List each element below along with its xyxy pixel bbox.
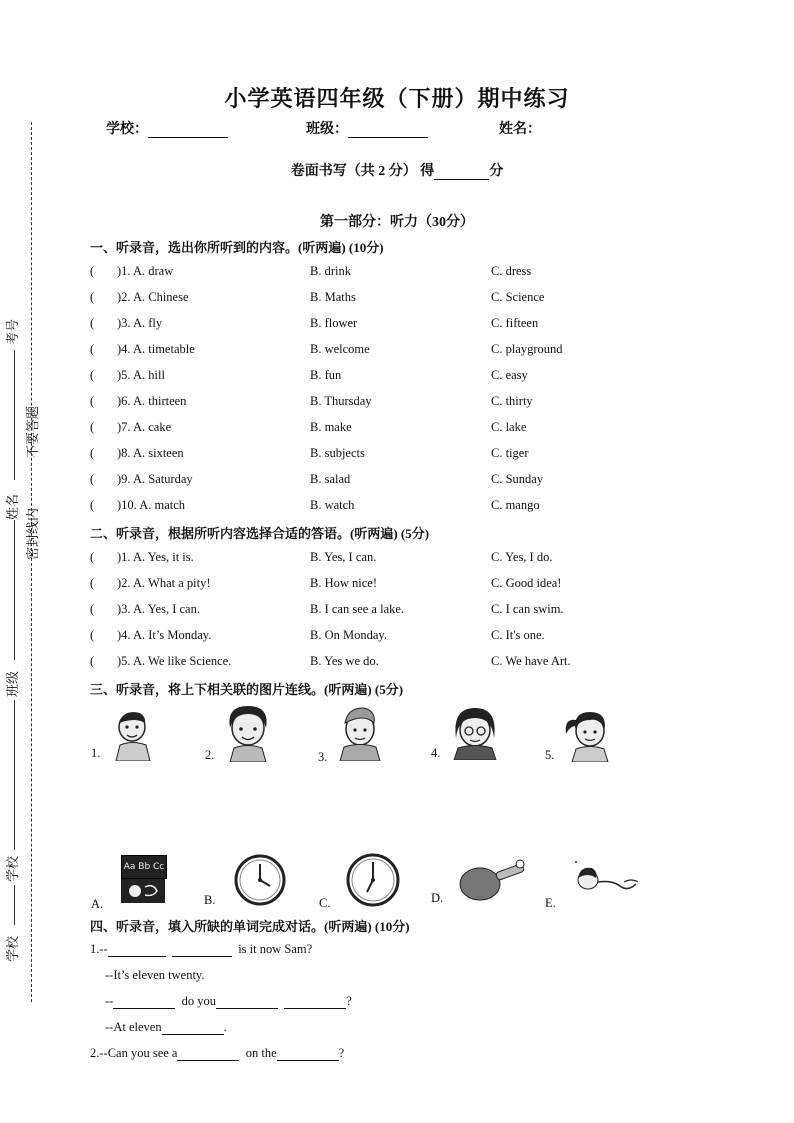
banji-label: 班级 <box>6 670 21 697</box>
answer-paren[interactable]: ( <box>90 472 95 486</box>
match-label-4: 4. <box>431 746 441 760</box>
dialog-3-blank-1[interactable] <box>113 1008 175 1009</box>
handwriting-blank[interactable] <box>434 179 489 180</box>
boy-portrait-icon <box>110 705 158 761</box>
answer-paren[interactable]: ( <box>90 550 95 564</box>
option-a: )8. A. sixteen <box>117 446 184 460</box>
option-c: C. Science <box>491 290 545 304</box>
school-label: 学校： <box>106 122 148 137</box>
dialog-line-2: --It’s eleven twenty. <box>105 968 205 982</box>
section2-heading: 二、听录音，根据所听内容选择合适的答语。(听两遍) (5分) <box>90 526 430 541</box>
kaohao-label: 考号 <box>6 318 21 345</box>
match-label-1: 1. <box>91 746 101 760</box>
banji-line <box>14 700 15 850</box>
match-label-e: E. <box>545 896 556 910</box>
clock-c-icon <box>345 852 401 908</box>
option-c: C. dress <box>491 264 532 278</box>
answer-paren[interactable]: ( <box>90 316 95 330</box>
option-a: )5. A. hill <box>117 368 165 382</box>
answer-paren[interactable]: ( <box>90 290 95 304</box>
section1-heading: 一、听录音，选出你所听到的内容。(听两遍) (10分) <box>90 240 384 255</box>
match-label-c: C. <box>319 896 331 910</box>
teacher-portrait-icon <box>446 704 504 760</box>
mifeng-label: 密封线内 <box>26 507 41 560</box>
option-c: C. We have Art. <box>491 654 571 668</box>
option-b: B. fun <box>310 368 342 382</box>
dialog-3-mid: do you <box>181 994 216 1008</box>
dialog-line-4 <box>105 1020 227 1035</box>
option-c: C. lake <box>491 420 527 434</box>
option-a: )5. A. We like Science. <box>117 654 232 668</box>
dialog-5-prefix: 2.--Can you see a <box>90 1046 178 1060</box>
handwriting-suffix: 分 <box>489 164 504 179</box>
option-a: )7. A. cake <box>117 420 172 434</box>
option-b: B. flower <box>310 316 358 330</box>
kaohao-line <box>14 350 15 480</box>
option-b: B. make <box>310 420 352 434</box>
school-blank[interactable] <box>148 137 228 138</box>
girl-portrait-icon <box>218 702 278 762</box>
answer-paren[interactable]: ( <box>90 394 95 408</box>
match-label-b: B. <box>204 893 216 907</box>
dialog-5-end: ? <box>338 1046 345 1060</box>
swimming-girl-icon <box>572 858 644 898</box>
option-c: C. I can swim. <box>491 602 564 616</box>
answer-paren[interactable]: ( <box>90 628 95 642</box>
match-label-3: 3. <box>318 750 328 764</box>
option-c: C. playground <box>491 342 563 356</box>
school-field <box>106 118 228 138</box>
option-b: B. salad <box>310 472 351 486</box>
option-a: )1. A. Yes, it is. <box>117 550 194 564</box>
handwriting-score <box>0 160 794 180</box>
xingming-line <box>14 520 15 660</box>
option-b: B. welcome <box>310 342 370 356</box>
class-blank[interactable] <box>348 137 428 138</box>
dialog-1-prefix: 1.-- <box>90 942 108 956</box>
clock-b-icon <box>232 854 288 906</box>
dialog-1-blank-1[interactable] <box>108 956 166 957</box>
answer-paren[interactable]: ( <box>90 446 95 460</box>
answer-paren[interactable]: ( <box>90 654 95 668</box>
option-c: C. mango <box>491 498 540 512</box>
option-c: C. thirty <box>491 394 533 408</box>
option-c: C. Sunday <box>491 472 544 486</box>
option-a: )10. A. match <box>117 498 186 512</box>
dialog-5-mid: on the <box>245 1046 277 1060</box>
dialog-line-5 <box>90 1046 344 1061</box>
option-b: B. Yes we do. <box>310 654 379 668</box>
dialog-line-1 <box>90 942 312 957</box>
option-b: B. How nice! <box>310 576 377 590</box>
dialog-5-blank-1[interactable] <box>177 1060 239 1061</box>
dialog-4-blank[interactable] <box>162 1034 224 1035</box>
option-b: B. On Monday. <box>310 628 387 642</box>
option-a: )2. A. What a pity! <box>117 576 211 590</box>
dialog-4-prefix: --At eleven <box>105 1020 162 1034</box>
girl-ponytail-portrait-icon <box>560 704 618 762</box>
match-label-2: 2. <box>205 748 215 762</box>
alphabet-card-icon: Aa Bb Cc <box>121 855 167 879</box>
match-label-d: D. <box>431 891 444 905</box>
dialog-3-blank-2[interactable] <box>216 1008 278 1009</box>
answer-paren[interactable]: ( <box>90 602 95 616</box>
answer-paren[interactable]: ( <box>90 264 95 278</box>
match-label-5: 5. <box>545 748 555 762</box>
option-b: B. Maths <box>310 290 356 304</box>
option-c: C. easy <box>491 368 528 382</box>
handwriting-label: 卷面书写（共 2 分） 得 <box>290 164 435 179</box>
option-a: )1. A. draw <box>117 264 174 278</box>
option-a: )4. A. timetable <box>117 342 195 356</box>
dialog-5-blank-2[interactable] <box>277 1060 339 1061</box>
option-c: C. fifteen <box>491 316 539 330</box>
option-c: C. Yes, I do. <box>491 550 553 564</box>
class-field <box>306 118 428 138</box>
option-b: B. Thursday <box>310 394 372 408</box>
option-c: C. It's one. <box>491 628 545 642</box>
page-title: 小学英语四年级（下册）期中练习 <box>224 86 570 111</box>
buyao-label: 不要答题 <box>26 405 41 458</box>
answer-paren[interactable]: ( <box>90 368 95 382</box>
dialog-3-end: ? <box>346 994 352 1008</box>
part1-heading: 第一部分：听力（30分） <box>320 215 474 230</box>
option-a: )2. A. Chinese <box>117 290 189 304</box>
section3-heading: 三、听录音，将上下相关联的图片连线。(听两遍) (5分) <box>90 682 404 697</box>
soccer-card-icon <box>121 879 165 903</box>
option-c: C. tiger <box>491 446 529 460</box>
dialog-3-blank-3[interactable] <box>284 1008 346 1009</box>
answer-paren[interactable]: ( <box>90 498 95 512</box>
option-b: B. Yes, I can. <box>310 550 377 564</box>
option-a: )4. A. It’s Monday. <box>117 628 212 642</box>
dialog-1-blank-2[interactable] <box>172 956 232 957</box>
dialog-1-rest: is it now Sam? <box>238 942 313 956</box>
option-b: B. drink <box>310 264 351 278</box>
option-a: )6. A. thirteen <box>117 394 187 408</box>
answer-paren[interactable]: ( <box>90 576 95 590</box>
xuexiao-label-1: 学校 <box>6 855 21 882</box>
dialog-3-prefix: -- <box>105 994 114 1008</box>
answer-paren[interactable]: ( <box>90 420 95 434</box>
dialog-line-3 <box>105 994 352 1009</box>
option-b: B. watch <box>310 498 355 512</box>
dialog-4-end: . <box>223 1020 227 1034</box>
ping-pong-paddle-icon <box>458 858 530 904</box>
seal-dashed-line <box>31 122 32 1002</box>
option-b: B. I can see a lake. <box>310 602 405 616</box>
xuexiao-label-2: 学校 <box>6 935 21 962</box>
answer-paren[interactable]: ( <box>90 342 95 356</box>
name-label: 姓名： <box>499 122 541 137</box>
option-a: )9. A. Saturday <box>117 472 193 486</box>
option-b: B. subjects <box>310 446 365 460</box>
section4-heading: 四、听录音，填入所缺的单词完成对话。(听两遍) (10分) <box>90 919 410 934</box>
xuexiao-line <box>14 885 15 925</box>
name-field <box>499 118 541 138</box>
option-a: )3. A. Yes, I can. <box>117 602 200 616</box>
option-c: C. Good idea! <box>491 576 562 590</box>
grandpa-portrait-icon <box>334 703 386 761</box>
class-label: 班级： <box>306 122 348 137</box>
match-label-a: A. <box>91 897 104 911</box>
xingming-label: 姓名 <box>6 493 21 520</box>
option-a: )3. A. fly <box>117 316 163 330</box>
